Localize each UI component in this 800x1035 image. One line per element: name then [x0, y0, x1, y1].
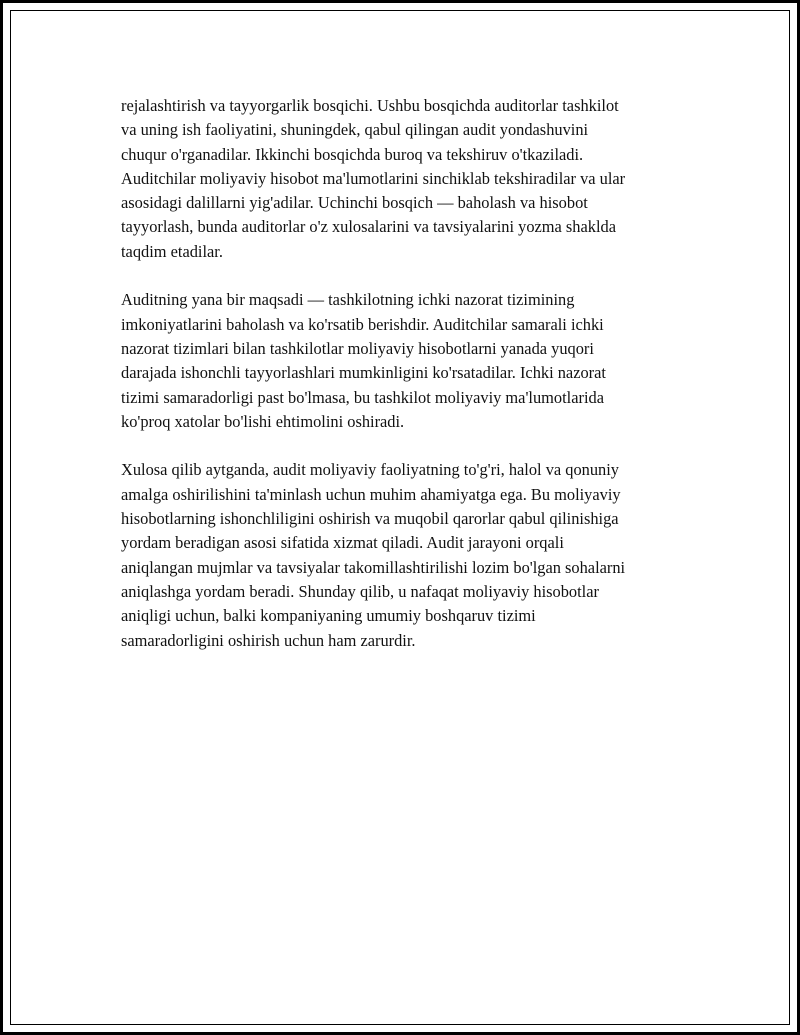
- text-line: aniqlashga yordam beradi. Shunday qilib, u nafaqat moliyaviy hisobotlar: [121, 581, 599, 601]
- text-line: taqdim etadilar.: [121, 241, 223, 261]
- text-line: samaradorligini oshirish uchun ham zarurdir.: [121, 630, 416, 650]
- text-line: yordam beradigan asosi sifatida xizmat qiladi. Audit jarayoni orqali: [121, 533, 564, 553]
- text-line: nazorat tizimlari bilan tashkilotlar moliyaviy hisobotlarni yanada yuqori: [121, 338, 594, 358]
- text-line: va uning ish faoliyatini, shuningdek, qabul qilingan audit yondashuvini: [121, 120, 589, 140]
- text-line: tayyorlash, bunda auditorlar o'z xulosalarini va tavsiyalarini yozma shaklda: [121, 217, 616, 237]
- text-line: asosidagi dalillarni yig'adilar. Uchinchi bosqich — baholash va hisobot: [121, 193, 588, 213]
- paragraph-conclusion: [121, 458, 701, 652]
- text-line: imkoniyatlarini baholash va ko'rsatib berishdir. Auditchilar samarali ichki: [121, 314, 604, 334]
- text-line: aniqlangan mujmlar va tavsiyalar takomillashtirilishi lozim bo'lgan sohalarni: [121, 557, 626, 577]
- paragraph-internal-control: [121, 288, 701, 434]
- text-line: chuqur o'rganadilar. Ikkinchi bosqichda buroq va tekshiruv o'tkaziladi.: [121, 144, 584, 164]
- text-line: hisobotlarning ishonchliligini oshirish va muqobil qarorlar qabul qilinishiga: [121, 509, 619, 529]
- text-line: Auditchilar moliyaviy hisobot ma'lumotlarini sinchiklab tekshiradilar va ular: [121, 168, 626, 188]
- text-line: ko'proq xatolar bo'lishi ehtimolini oshiradi.: [121, 411, 405, 431]
- document-body: [121, 94, 701, 677]
- paragraph-audit-stages: [121, 94, 701, 264]
- text-line: Auditning yana bir maqsadi — tashkilotning ichki nazorat tizimining: [121, 290, 575, 310]
- text-line: tizimi samaradorligi past bo'lmasa, bu tashkilot moliyaviy ma'lumotlarida: [121, 387, 604, 407]
- text-line: aniqligi uchun, balki kompaniyaning umumiy boshqaruv tizimi: [121, 606, 536, 626]
- text-line: Xulosa qilib aytganda, audit moliyaviy faoliyatning to'g'ri, halol va qonuniy: [121, 460, 619, 480]
- text-line: rejalashtirish va tayyorgarlik bosqichi. Ushbu bosqichda auditorlar tashkilot: [121, 96, 619, 115]
- text-line: darajada ishonchli tayyorlashlari mumkinligini ko'rsatadilar. Ichki nazorat: [121, 363, 606, 383]
- text-line: amalga oshirilishini ta'minlash uchun muhim ahamiyatga ega. Bu moliyaviy: [121, 484, 621, 504]
